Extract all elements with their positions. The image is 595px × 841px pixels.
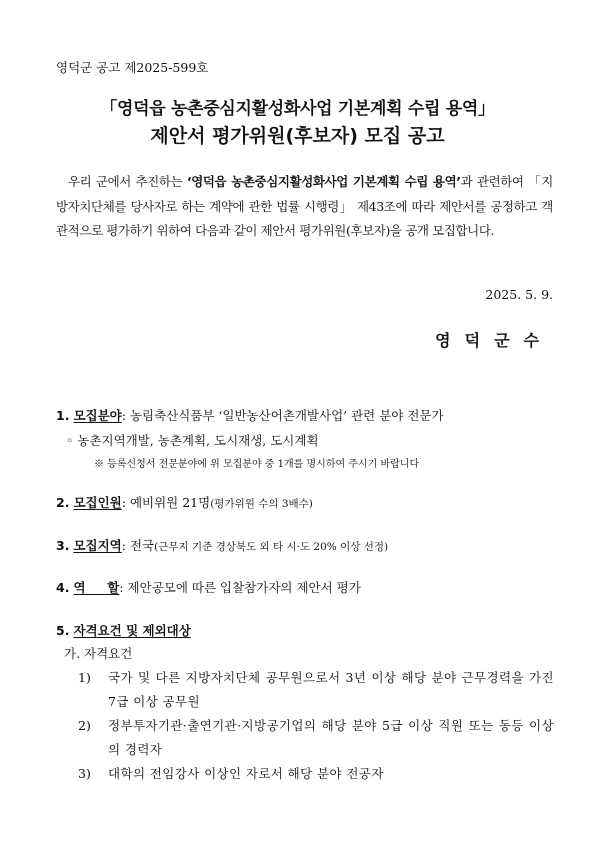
item-text: 정부투자기관·출연기관·지방공기업의 해당 분야 5급 이상 직원 또는 동등 이상의 경력자 (108, 718, 554, 757)
section-heading: 모집분야 (73, 408, 122, 423)
issuer-name: 영덕군수 (435, 331, 553, 350)
item-text: 대학의 전임강사 이상인 자로서 해당 분야 전공자 (108, 766, 384, 781)
section-colon: : (119, 580, 128, 595)
qualification-item (78, 762, 554, 786)
section-heading: 모집인원 (73, 495, 122, 510)
item-number: 3) (78, 766, 91, 781)
section-1-recruit-field (56, 406, 444, 424)
section-heading: 자격요건 및 제외대상 (73, 623, 191, 638)
item-text: 국가 및 다른 지방자치단체 공무원으로서 3년 이상 해당 분야 근무경력을 가진 7급 이상 공무원 (108, 670, 554, 709)
intro-part-2: 과 관련하여 「지방자치단체를 당사자로 하는 계약에 관한 법률 시행령」 제43조에 따라 제안서를 공정하고 객관적으로 평가하기 위하여 다음과 같이 제안서 평가위원(후보자)을 공개 모집합니다. (56, 174, 553, 238)
section-1-note: ※ 등록신청서 전문분야에 위 모집분야 중 1개를 명시하여 주시기 바랍니다 (94, 459, 420, 470)
title-line-1: 「영덕읍 농촌중심지활성화사업 기본계획 수립 용역」 (100, 99, 495, 119)
section-colon: : (121, 538, 130, 553)
section-small-text: (근무지 기준 경상북도 외 타 시·도 20% 이상 선정) (154, 541, 389, 553)
notice-date: 2025. 5. 9. (485, 287, 553, 302)
item-number: 1) (78, 670, 91, 685)
section-colon: : (121, 408, 130, 423)
section-number: 1. (56, 408, 70, 423)
section-number: 3. (56, 538, 70, 553)
section-3-recruit-region (56, 536, 388, 554)
intro-paragraph (56, 170, 553, 244)
qualification-item (78, 666, 554, 714)
section-text: 농림축산식품부 ‘일반농산어촌개발사업’ 관련 분야 전문가 (129, 408, 444, 423)
section-text: 제안공모에 따른 입찰참가자의 제안서 평가 (127, 580, 361, 595)
title-line-2: 제안서 평가위원(후보자) 모집 공고 (150, 125, 445, 147)
section-number: 2. (56, 495, 70, 510)
section-number: 5. (56, 623, 70, 638)
section-text: 전국 (129, 538, 155, 553)
section-heading: 모집지역 (73, 538, 122, 553)
section-small-text: (평가위원 수의 3배수) (210, 498, 313, 510)
section-5-qualifications (56, 621, 191, 639)
qualification-item (78, 714, 554, 762)
section-number: 4. (56, 580, 70, 595)
section-text: 예비위원 21명 (129, 495, 211, 510)
intro-project-name: ‘영덕읍 농촌중심지활성화사업 기본계획 수립 용역’ (186, 174, 461, 189)
item-number: 2) (78, 718, 91, 733)
notice-number: 영덕군 공고 제2025-599호 (56, 60, 209, 75)
section-2-recruit-count (56, 493, 313, 511)
section-4-role (56, 578, 361, 596)
section-heading: 역 할 (73, 580, 120, 595)
intro-part-1: 우리 군에서 추진하는 (68, 174, 187, 189)
section-1-sub-fields: ◦ 농촌지역개발, 농촌계획, 도시재생, 도시계획 (66, 433, 319, 448)
section-colon: : (121, 495, 130, 510)
section-5-subheading: 가. 자격요건 (64, 646, 133, 661)
